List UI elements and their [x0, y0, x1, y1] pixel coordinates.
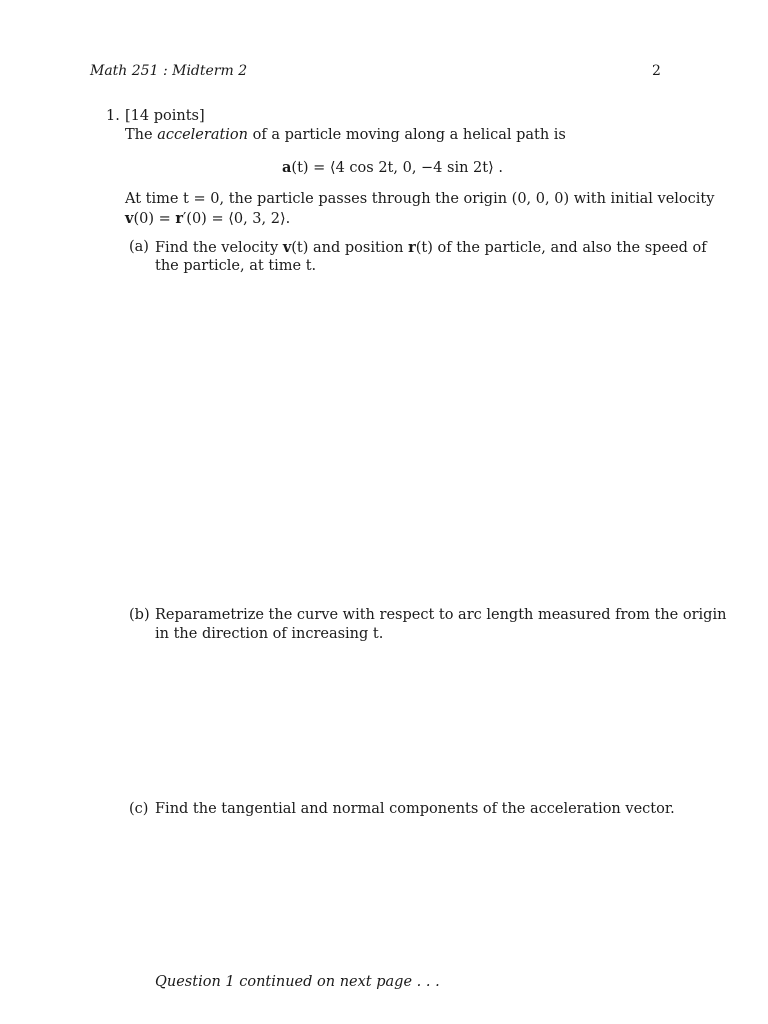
- condition-text-1: (0) =: [133, 211, 176, 227]
- intro-emphasis: acceleration: [157, 127, 248, 143]
- initial-condition-line-1: At time t = 0, the particle passes through the origin (0, 0, 0) with initial velocity: [125, 191, 715, 207]
- equation-body: (t) = ⟨4 cos 2t, 0, −4 sin 2t⟩ .: [291, 160, 503, 176]
- question-points: [14 points]: [125, 108, 205, 124]
- header-course-title: Math 251 : Midterm 2: [90, 63, 248, 79]
- part-b-line-1: Reparametrize the curve with respect to arc length measured from the origin: [155, 607, 727, 623]
- equation-vector-symbol: a: [282, 159, 292, 176]
- intro-text-after: of a particle moving along a helical path is: [248, 127, 566, 143]
- condition-text-2: ′(0) = ⟨0, 3, 2⟩.: [183, 211, 291, 227]
- part-a-line-1: [155, 238, 707, 258]
- header-page-number: 2: [652, 63, 661, 79]
- part-a-velocity-symbol: v: [282, 239, 292, 256]
- part-c-label: (c): [129, 801, 149, 817]
- continued-footer: Question 1 continued on next page . . .: [155, 974, 440, 990]
- part-a-text-3: (t) of the particle, and also the speed of: [415, 240, 707, 256]
- position-symbol: r: [175, 210, 183, 227]
- acceleration-equation: [125, 158, 660, 178]
- intro-text-before: The: [125, 127, 158, 143]
- part-c-line-1: Find the tangential and normal components of the acceleration vector.: [155, 801, 675, 817]
- question-number: 1.: [106, 108, 120, 124]
- part-a-text-1: Find the velocity: [155, 240, 283, 256]
- part-b-line-2: in the direction of increasing t.: [155, 626, 384, 642]
- velocity-symbol: v: [125, 210, 134, 227]
- part-a-text-2: (t) and position: [291, 240, 409, 256]
- question-intro: [125, 126, 660, 145]
- part-a-line-2: the particle, at time t.: [155, 258, 317, 274]
- part-a-label: (a): [129, 239, 149, 255]
- part-b-label: (b): [129, 607, 150, 623]
- initial-condition-line-2: [125, 209, 660, 229]
- part-a-position-symbol: r: [408, 239, 416, 256]
